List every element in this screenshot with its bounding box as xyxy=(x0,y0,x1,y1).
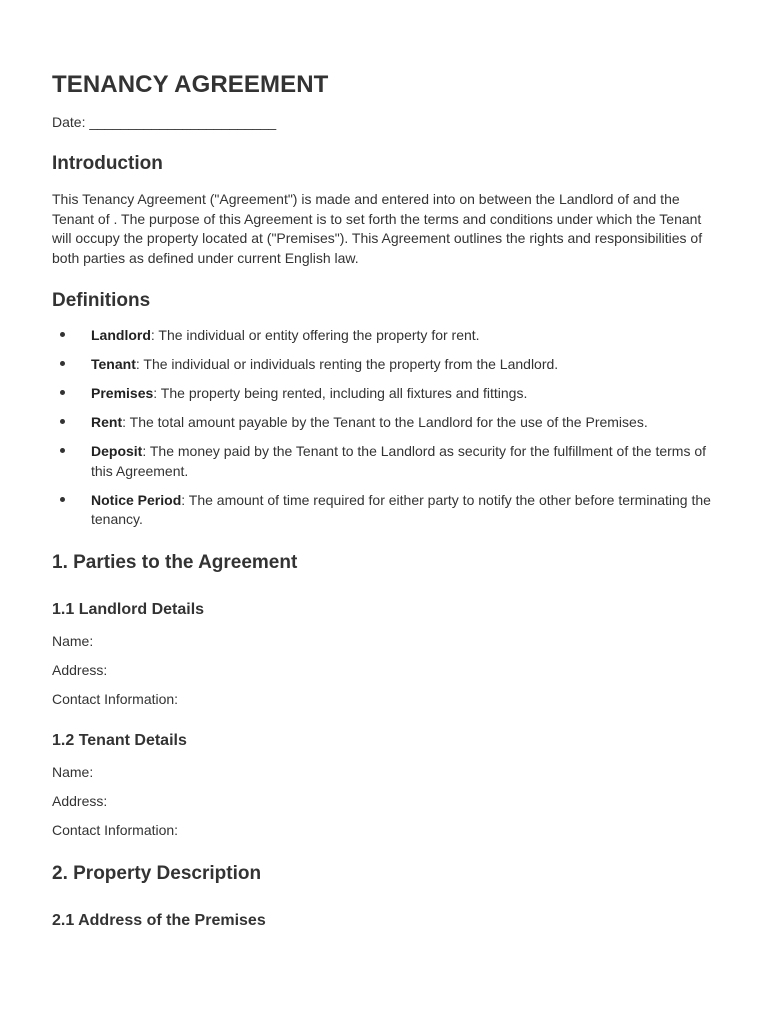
definition-text: : The amount of time required for either party to notify the other before terminating the tenancy. xyxy=(91,491,711,527)
definition-item xyxy=(52,442,722,481)
definition-text: : The individual or individuals renting the property from the Landlord. xyxy=(135,356,559,372)
tenant-name-label: Name: xyxy=(52,764,94,780)
landlord-contact-label: Contact Information: xyxy=(52,691,179,707)
bullet-icon xyxy=(60,332,65,337)
bullet-icon xyxy=(60,497,65,502)
tenant-details-heading: 1.2 Tenant Details xyxy=(52,732,187,749)
definition-text: : The property being rented, including all fixtures and fittings. xyxy=(153,385,528,401)
bullet-icon xyxy=(60,448,65,453)
definition-item xyxy=(52,355,722,375)
introduction-heading: Introduction xyxy=(52,153,163,174)
definition-item xyxy=(52,326,722,346)
definition-term: Deposit xyxy=(91,443,143,459)
definition-term: Premises xyxy=(91,385,154,401)
section1-heading: 1. Parties to the Agreement xyxy=(52,552,298,573)
landlord-name-label: Name: xyxy=(52,633,94,649)
introduction-text: This Tenancy Agreement ("Agreement") is made and entered into on between the Landlord of and the Tenant of . The purpose of this Agreement is to set forth the terms and conditions under which the Tenant will occupy the property located at ("Premises"). This Agreement outlines the rights and responsibilities of both parties as defined under current English law. xyxy=(52,191,703,266)
definition-text: : The money paid by the Tenant to the Landlord as security for the fulfillment of the terms of this Agreement. xyxy=(91,443,707,479)
definition-item xyxy=(52,491,722,530)
definition-text: : The total amount payable by the Tenant to the Landlord for the use of the Premises. xyxy=(122,414,648,430)
tenant-contact-label: Contact Information: xyxy=(52,822,179,838)
tenant-address-label: Address: xyxy=(52,793,108,809)
definition-item xyxy=(52,384,722,404)
definition-term: Notice Period xyxy=(91,491,182,508)
definition-item xyxy=(52,413,722,433)
bullet-icon xyxy=(60,361,65,366)
definition-term: Landlord xyxy=(91,327,151,343)
document-title: TENANCY AGREEMENT xyxy=(52,71,329,98)
landlord-details-heading: 1.1 Landlord Details xyxy=(52,601,205,618)
bullet-icon xyxy=(60,390,65,395)
premises-address-heading: 2.1 Address of the Premises xyxy=(52,912,266,929)
definition-text: : The individual or entity offering the property for rent. xyxy=(150,327,480,343)
bullet-icon xyxy=(60,419,65,424)
definitions-list xyxy=(52,326,722,539)
definition-term: Rent xyxy=(91,414,123,430)
section2-heading: 2. Property Description xyxy=(52,863,262,884)
definitions-heading: Definitions xyxy=(52,290,151,311)
landlord-address-label: Address: xyxy=(52,662,108,678)
date-line: Date: ________________________ xyxy=(52,114,277,130)
definition-term: Tenant xyxy=(91,356,136,372)
